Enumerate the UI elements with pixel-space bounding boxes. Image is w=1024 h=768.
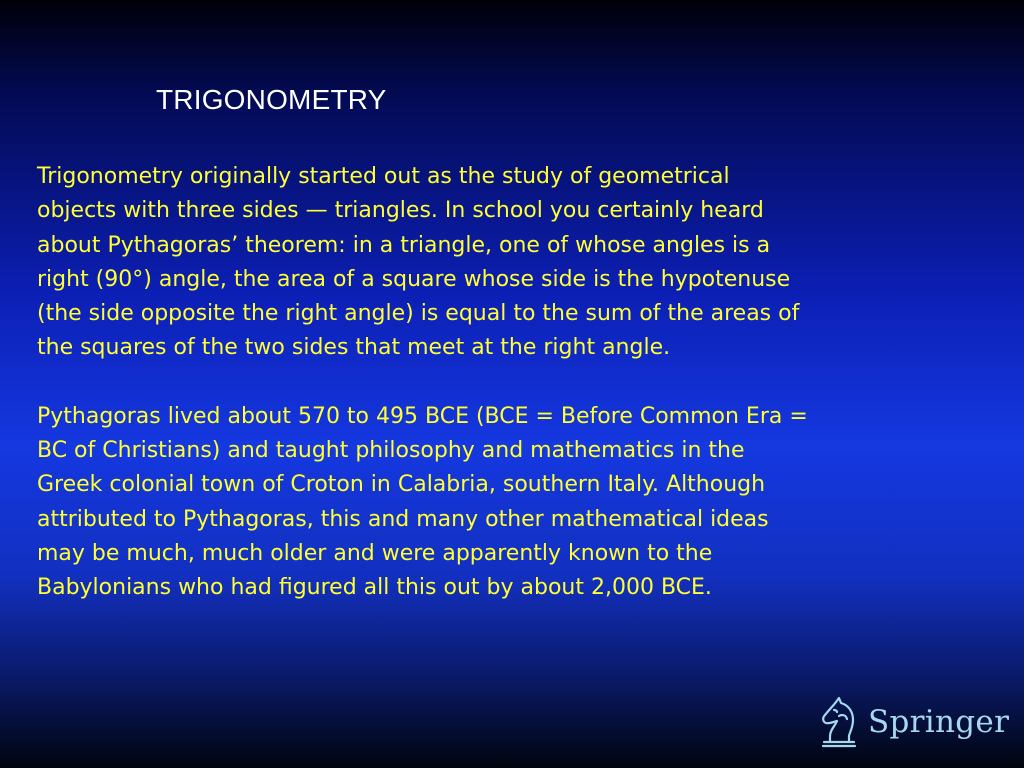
paragraph-line: attributed to Pythagoras, this and many other mathematical ideas [37,506,769,532]
paragraph-line: Babylonians who had figured all this out by about 2,000 BCE. [37,575,712,601]
paragraph-1 [37,160,997,366]
slide-body [37,160,997,606]
springer-logo [816,696,1009,748]
paragraph-2 [37,400,997,606]
paragraph-line: (the side opposite the right angle) is equal to the sum of the areas of [37,301,800,327]
paragraph-line: BC of Christians) and taught philosophy and mathematics in the [37,438,745,464]
paragraph-line: may be much, much older and were apparently known to the [37,540,713,566]
paragraph-line: objects with three sides — triangles. In school you certainly heard [37,198,764,224]
paragraph-line: the squares of the two sides that meet at the right angle. [37,335,671,361]
paragraph-line: right (90°) angle, the area of a square whose side is the hypotenuse [37,266,791,292]
paragraph-line: Greek colonial town of Croton in Calabria, southern Italy. Although [37,472,766,498]
slide-title: TRIGONOMETRY [156,84,387,115]
logo-text: Springer [868,704,1010,740]
paragraph-line: Pythagoras lived about 570 to 495 BCE (BCE = Before Common Era = [37,403,808,429]
paragraph-line: about Pythagoras’ theorem: in a triangle, one of whose angles is a [37,232,771,258]
paragraph-line: Trigonometry originally started out as the study of geometrical [37,164,730,189]
chess-knight-icon [816,696,862,748]
